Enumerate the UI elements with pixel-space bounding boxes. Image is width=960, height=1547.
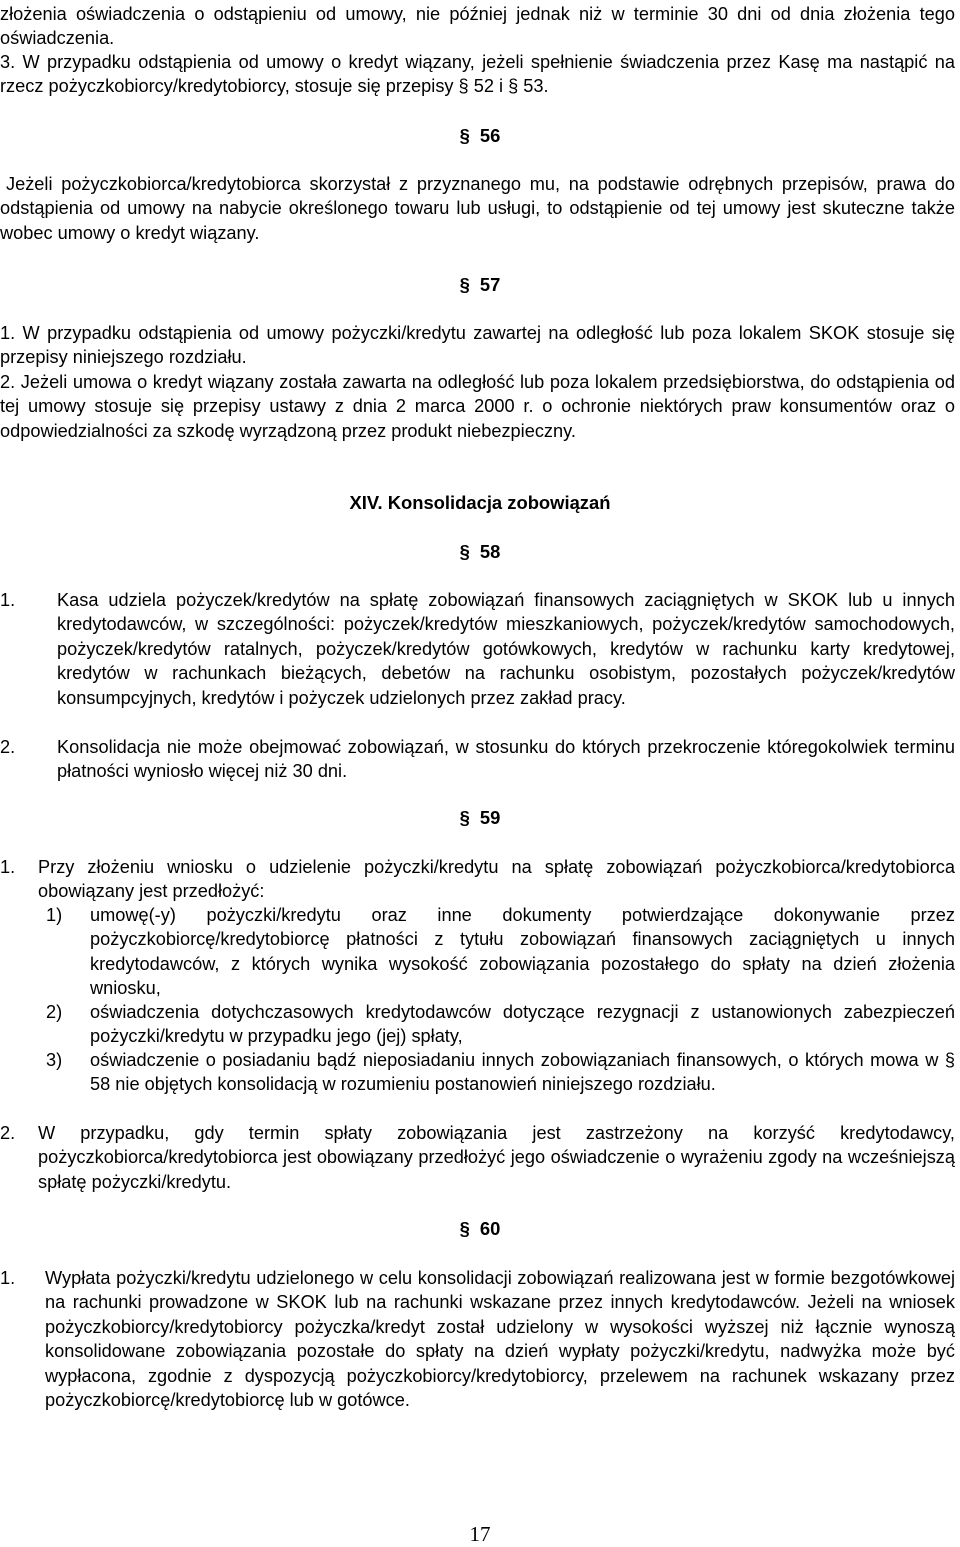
section-60-heading [0,1218,960,1240]
page-number: 17 [469,1522,491,1546]
item-text: 2. Jeżeli umowa o kredyt wiązany została zawarta na odległość lub poza lokalem przedsiębiorstwa, do odstąpienia od tej umowy stosuje się przepisy ustawy z dnia 2 marca 2000 r. o ochronie niektórych praw konsumentów oraz o odpowiedzialności za szkodę wyrządzoną przez produkt niebezpieczny. [0,372,955,441]
subitem-number: 3) [46,1050,63,1070]
item-number: 2. [0,1123,16,1143]
section-58-heading [0,541,960,563]
subitem-text: oświadczenia dotychczasowych kredytodawców dotyczące rezygnacji z ustanowionych zabezpieczeń pożyczki/kredytu w przypadku jego (jej) spłaty, [90,1002,955,1047]
item-text: Wypłata pożyczki/kredytu udzielonego w celu konsolidacji zobowiązań realizowana jest w formie bezgotówkowej na rachunki prowadzone w SKOK lub na rachunki wskazane przez innych kredytodawców. Jeżeli na wniosek pożyczkobiorcy/kredytobiorcy pożyczka/kredyt został udzielony w wysokości wyższej niż łącznie wynoszą konsolidowane zobowiązania pozostałe do spłaty na dzień wypłaty pożyczki/kredytu, nadwyżka może być wypłacona, zgodnie z dyspozycją pożyczkobiorcy/kredytobiorcy, przelewem na rachunek wskazany przez pożyczkobiorcę/kredytobiorcę lub w gotówce. [45,1268,955,1411]
section-sign: § [459,125,470,146]
section-number: 58 [479,541,501,562]
item-number: 2. [0,737,16,757]
subitem-number: 1) [46,905,63,925]
section-60-item-1 [0,1266,955,1412]
section-59-heading [0,807,960,829]
section-sign: § [459,807,470,828]
section-sign: § [459,274,470,295]
item-number: 3. [0,52,16,72]
chapter-heading: XIV. Konsolidacja zobowiązań [349,492,611,513]
section-sign: § [459,1218,470,1239]
section-57-item-2 [0,370,955,443]
continuation-paragraph [0,2,955,51]
item-text: W przypadku, gdy termin spłaty zobowiązania jest zastrzeżony na korzyść kredytodawcy, pożyczkobiorca/kredytobiorca jest obowiązany przedłożyć jego oświadczenie o wyrażeniu zgody na wcześniejszą spłatę pożyczki/kredytu. [38,1123,955,1192]
subitem-text: umowę(-y) pożyczki/kredytu oraz inne dokumenty potwierdzające dokonywanie przez pożyczkobiorcę/kredytobiorcę płatności z tytułu zobowiązań finansowych zaciągniętych u innych kredytodawców, z których wynika wysokość zobowiązania pozostałego do spłaty na dzień złożenia wniosku, [90,905,955,999]
section-number: 59 [479,807,501,828]
section-number: 60 [479,1218,501,1239]
continuation-text: złożenia oświadczenia o odstąpieniu od umowy, nie później jednak niż w terminie 30 dni od dnia złożenia tego oświadczenia. [0,4,955,49]
section-59-item-2 [0,1121,955,1194]
item-text: 1. W przypadku odstąpienia od umowy pożyczki/kredytu zawartej na odległość lub poza lokalem SKOK stosuje się przepisy niniejszego rozdziału. [0,323,955,368]
section-59-subitem-3 [0,1048,955,1097]
item-number: 1. [0,857,16,877]
item-3 [0,50,955,99]
section-56-heading [0,125,960,147]
section-58-item-1 [0,588,955,710]
subitem-text: oświadczenie o posiadaniu bądź nieposiadaniu innych zobowiązaniach finansowych, o których mowa w § 58 nie objętych konsolidacją w rozumieniu postanowień niniejszego rozdziału. [90,1050,955,1095]
section-58-item-2 [0,735,955,784]
item-number: 1. [0,1268,16,1288]
section-sign: § [459,541,470,562]
section-57-item-1 [0,321,955,370]
item-number: 1. [0,590,16,610]
section-number: 57 [479,274,501,295]
item-text: Konsolidacja nie może obejmować zobowiązań, w stosunku do których przekroczenie któregokolwiek terminu płatności wyniosło więcej niż 30 dni. [57,737,955,782]
section-59-subitem-1 [0,903,955,1001]
subitem-number: 2) [46,1002,63,1022]
section-57-heading [0,274,960,296]
section-number: 56 [479,125,501,146]
item-text: Przy złożeniu wniosku o udzielenie pożyczki/kredytu na spłatę zobowiązań pożyczkobiorca/kredytobiorca obowiązany jest przedłożyć: [38,857,955,902]
section-59-subitem-2 [0,1000,955,1049]
paragraph-text: Jeżeli pożyczkobiorca/kredytobiorca skorzystał z przyznanego mu, na podstawie odrębnych przepisów, prawa do odstąpienia od umowy na nabycie określonego towaru lub usługi, to odstąpienie od tej umowy jest skuteczne także wobec umowy o kredyt wiązany. [0,174,955,243]
item-text: Kasa udziela pożyczek/kredytów na spłatę zobowiązań finansowych zaciągniętych w SKOK lub u innych kredytodawców, w szczególności: pożyczek/kredytów mieszkaniowych, pożyczek/kredytów samochodowych, pożyczek/kredytów ratalnych, pożyczek/kredytów gotówkowych, kredytów w rachunku karty kredytowej, kredytów w rachunkach bieżących, debetów na rachunku osobistym, pozostałych pożyczek/kredytów konsumpcyjnych, kredytów i pożyczek udzielonych przez zakład pracy. [57,590,955,708]
section-56-paragraph [0,172,955,245]
section-59-item-1 [0,855,955,904]
item-text: W przypadku odstąpienia od umowy o kredyt wiązany, jeżeli spełnienie świadczenia przez Kasę ma nastąpić na rzecz pożyczkobiorcy/kredytobiorcy, stosuje się przepisy § 52 i § 53. [0,52,955,97]
